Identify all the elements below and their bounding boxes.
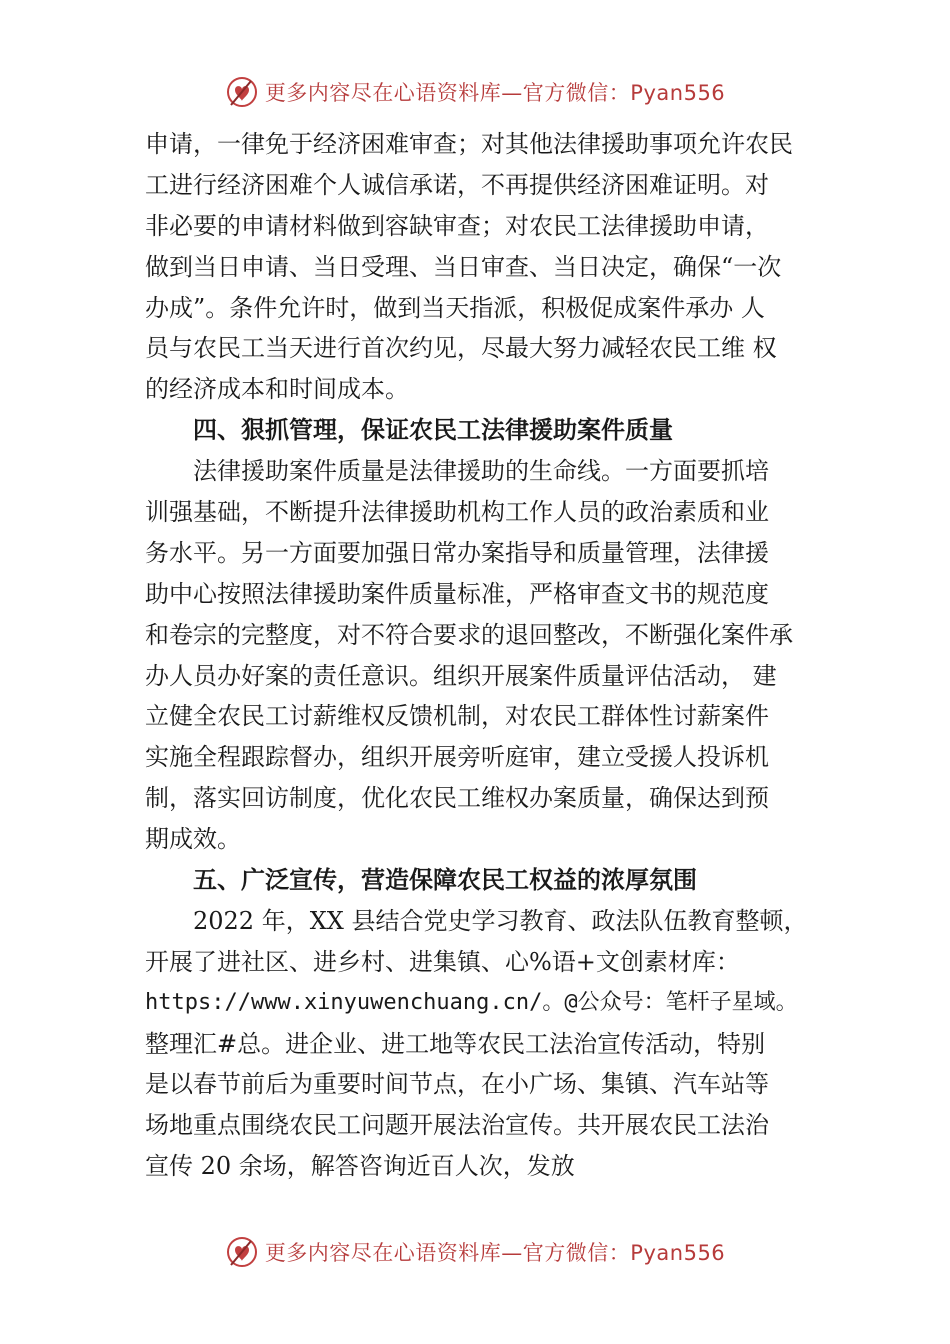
body-line: 务水平。另一方面要加强日常办案指导和质量管理，法律援 <box>145 538 769 567</box>
body-line: 实施全程跟踪督办，组织开展旁听庭审，建立受援人投诉机 <box>145 743 769 772</box>
heart-pen-logo-icon <box>225 75 259 109</box>
body-line: 整理汇#总。进企业、进工地等农民工法治宣传活动，特别 <box>145 1029 766 1058</box>
body-line: 员与农民工当天进行首次约见，尽最大努力减轻农民工维 权 <box>145 334 777 363</box>
body-line: 宣传 20 余场，解答咨询近百人次，发放 <box>145 1152 575 1181</box>
body-line: 训强基础，不断提升法律援助机构工作人员的政治素质和业 <box>145 498 769 527</box>
body-line: 和卷宗的完整度，对不符合要求的退回整改，不断强化案件承 <box>145 620 793 649</box>
body-line: 工进行经济困难个人诚信承诺，不再提供经济困难证明。对 <box>145 170 769 199</box>
body-line: 做到当日申请、当日受理、当日审查、当日决定，确保“一次 <box>145 252 782 281</box>
document-body <box>145 124 835 1187</box>
section-heading-5: 五、广泛宣传，营造保障农民工权益的浓厚氛围 <box>193 866 697 895</box>
body-line: 是以春节前后为重要时间节点，在小广场、集镇、汽车站等 <box>145 1070 769 1099</box>
body-line: 的经济成本和时间成本。 <box>145 375 409 404</box>
section-heading-4: 四、狠抓管理，保证农民工法律援助案件质量 <box>193 416 673 445</box>
body-line: 助中心按照法律援助案件质量标准，严格审查文书的规范度 <box>145 579 769 608</box>
body-line: 申请，一律免于经济困难审查；对其他法律援助事项允许农民 <box>145 130 793 158</box>
watermark-footer <box>0 1230 950 1274</box>
body-line: 立健全农民工讨薪维权反馈机制，对农民工群体性讨薪案件 <box>145 702 769 731</box>
watermark-header <box>0 70 950 114</box>
body-line: 法律援助案件质量是法律援助的生命线。一方面要抓培 <box>193 457 769 486</box>
heart-pen-logo-icon <box>225 1235 259 1269</box>
body-line: 期成效。 <box>145 825 241 854</box>
body-line-url: https://www.xinyuwenchuang.cn/。@公众号：笔杆子星域。 <box>145 989 798 1015</box>
watermark-text: 更多内容尽在心语资料库—官方微信：Pyan556 <box>264 81 726 105</box>
body-line: 非必要的申请材料做到容缺审查；对农民工法律援助申请， <box>145 211 769 240</box>
body-line: 办成”。条件允许时，做到当天指派，积极促成案件承办 人 <box>145 293 765 322</box>
body-line: 制，落实回访制度，优化农民工维权办案质量，确保达到预 <box>145 784 769 813</box>
watermark-text: 更多内容尽在心语资料库—官方微信：Pyan556 <box>264 1241 726 1265</box>
body-line: 办人员办好案的责任意识。组织开展案件质量评估活动， 建 <box>145 661 777 690</box>
body-line: 场地重点围绕农民工问题开展法治宣传。共开展农民工法治 <box>145 1111 769 1140</box>
body-line: 开展了进社区、进乡村、进集镇、心%语+文创素材库： <box>145 947 740 976</box>
body-line: 2022 年，XX 县结合党史学习教育、政法队伍教育整顿， <box>193 906 808 935</box>
